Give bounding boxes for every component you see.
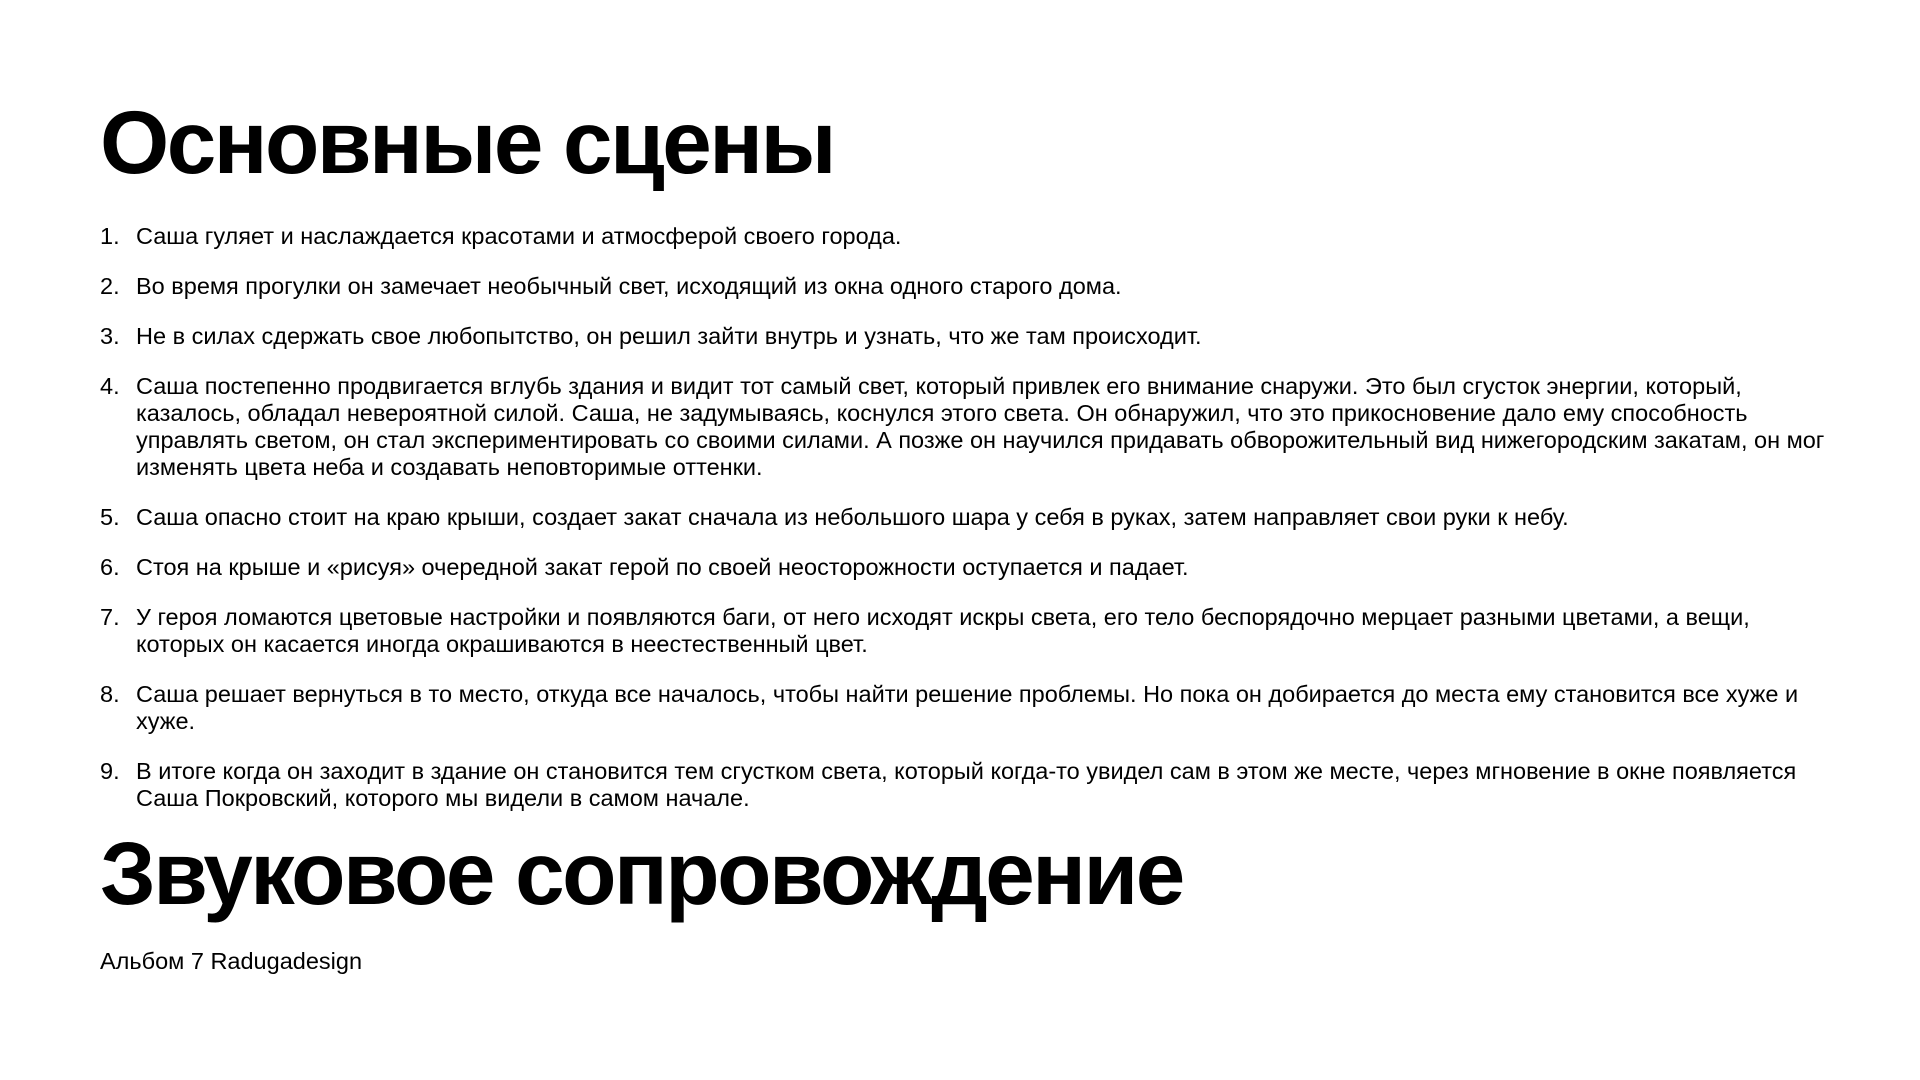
sound-heading: Звуковое сопровождение [100,823,1183,923]
list-item-number: 5. [100,504,120,530]
list-item-text: Саша постепенно продвигается вглубь здания и видит тот самый свет, который привлек его внимание снаружи. Это был сгусток энергии, который, казалось, обладал невероятной силой. Саша, не задумываясь, коснулся этого света. Он обнаружил, что это прикосновение дало ему способность управлять светом, он стал экспериментировать со своими силами. А позже он научился придавать обворожительный вид нижегородским закатам, он мог изменять цвета неба и создавать неповторимые оттенки. [136,373,1825,480]
list-item-text: Саша решает вернуться в то место, откуда все началось, чтобы найти решение проблемы. Но пока он добирается до места ему становится все хуже и хуже. [136,681,1799,734]
list-item-number: 4. [100,373,120,399]
list-item [100,504,1840,531]
list-item-text: Саша опасно стоит на краю крыши, создает закат сначала из небольшого шара у себя в руках, затем направляет свои руки к небу. [136,504,1569,530]
list-item-text: У героя ломаются цветовые настройки и появляются баги, от него исходят искры света, его тело беспорядочно мерцает разными цветами, а вещи, которых он касается иногда окрашиваются в неестественный цвет. [136,604,1750,657]
sound-description: Альбом 7 Radugadesign [100,948,363,974]
list-item-text: Стоя на крыше и «рисуя» очередной закат герой по своей неосторожности оступается и падает. [136,554,1189,580]
list-item-text: Не в силах сдержать свое любопытство, он решил зайти внутрь и узнать, что же там происходит. [136,323,1202,349]
list-item [100,273,1840,300]
list-item-number: 2. [100,273,120,299]
list-item-number: 8. [100,681,120,707]
scenes-heading: Основные сцены [100,92,835,192]
list-item [100,323,1840,350]
list-item-number: 3. [100,323,120,349]
list-item [100,223,1840,250]
list-item [100,758,1840,812]
list-item-number: 9. [100,758,120,784]
list-item [100,681,1840,735]
list-item-text: В итоге когда он заходит в здание он становится тем сгустком света, который когда-то увидел сам в этом же месте, через мгновение в окне появляется Саша Покровский, которого мы видели в самом начале. [136,758,1797,811]
list-item-text: Саша гуляет и наслаждается красотами и атмосферой своего города. [136,223,902,249]
list-item [100,604,1840,658]
list-item [100,554,1840,581]
list-item-number: 1. [100,223,120,249]
list-item-number: 7. [100,604,120,630]
list-item [100,373,1840,481]
list-item-text: Во время прогулки он замечает необычный свет, исходящий из окна одного старого дома. [136,273,1122,299]
scene-list [100,223,1840,835]
list-item-number: 6. [100,554,120,580]
